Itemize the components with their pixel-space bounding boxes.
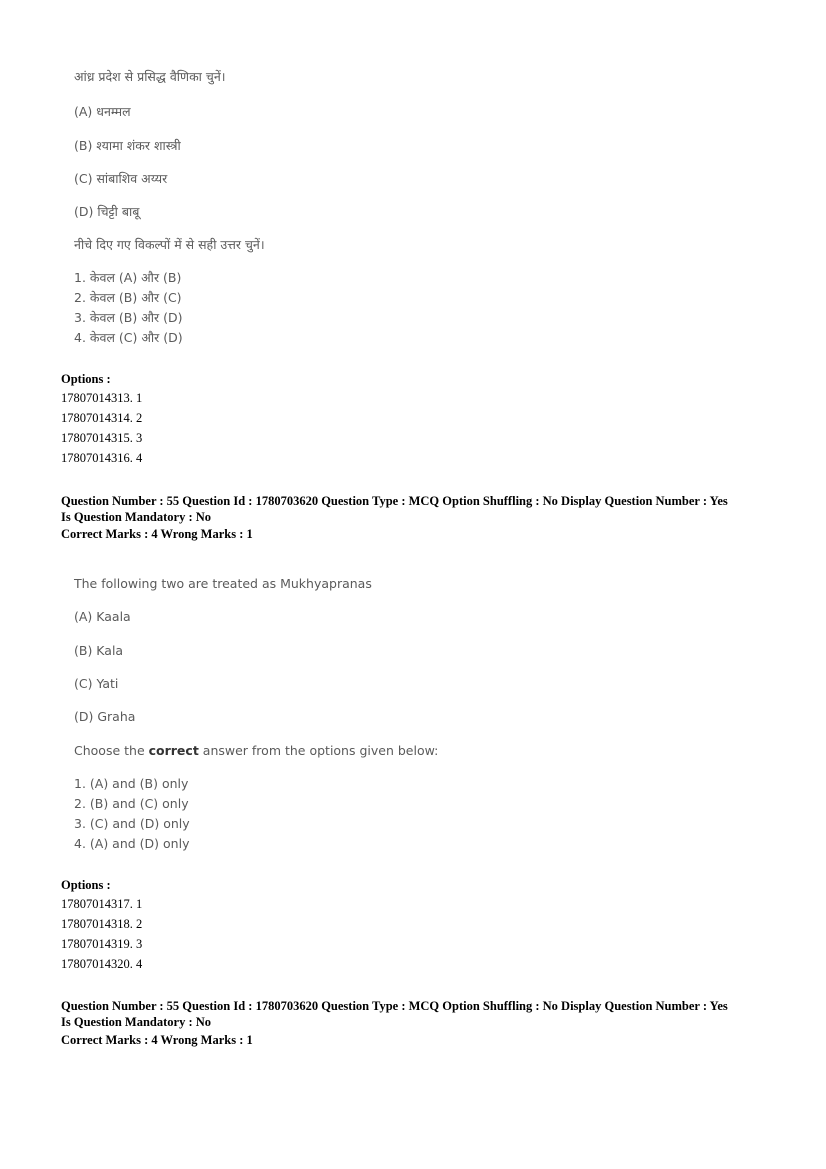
question-meta-line: Question Number : 55 Question Id : 1780703620 Question Type : MCQ Option Shuffling : No Display Question Number : Yes — [61, 999, 728, 1013]
options-label: Options : — [61, 372, 111, 386]
choice-3: 3. (C) and (D) only — [74, 816, 190, 831]
option-id: 17807014315. 3 — [61, 431, 143, 445]
choice-2: 2. केवल (B) और (C) — [74, 290, 182, 305]
statement-b: (B) श्यामा शंकर शास्त्री — [74, 138, 181, 153]
instruction-text — [74, 743, 438, 758]
instruction-text: नीचे दिए गए विकल्पों में से सही उत्तर चुनें। — [74, 237, 265, 252]
choice-2: 2. (B) and (C) only — [74, 796, 189, 811]
choice-3: 3. केवल (B) और (D) — [74, 310, 183, 325]
choice-4: 4. केवल (C) और (D) — [74, 330, 183, 345]
option-id: 17807014316. 4 — [61, 451, 143, 465]
marks-line: Correct Marks : 4 Wrong Marks : 1 — [61, 527, 253, 541]
question-text: आंध्र प्रदेश से प्रसिद्ध वैणिका चुनें। — [74, 69, 226, 84]
instruction-bold: correct — [148, 743, 199, 758]
choice-1: 1. केवल (A) और (B) — [74, 270, 182, 285]
instruction-pre: Choose the — [74, 743, 149, 758]
option-id: 17807014314. 2 — [61, 411, 143, 425]
choice-1: 1. (A) and (B) only — [74, 776, 189, 791]
option-id: 17807014317. 1 — [61, 897, 143, 911]
statement-c: (C) Yati — [74, 676, 119, 691]
choice-4: 4. (A) and (D) only — [74, 836, 190, 851]
option-id: 17807014313. 1 — [61, 391, 143, 405]
question-mandatory-line: Is Question Mandatory : No — [61, 510, 212, 524]
statement-d: (D) चिट्टी बाबू — [74, 204, 140, 219]
option-id: 17807014318. 2 — [61, 917, 143, 931]
option-id: 17807014319. 3 — [61, 937, 143, 951]
options-label: Options : — [61, 878, 111, 892]
question-text: The following two are treated as Mukhyapranas — [74, 576, 372, 591]
statement-d: (D) Graha — [74, 709, 136, 724]
question-meta-line: Question Number : 55 Question Id : 1780703620 Question Type : MCQ Option Shuffling : No Display Question Number : Yes — [61, 494, 728, 508]
statement-c: (C) सांबाशिव अय्यर — [74, 171, 168, 186]
marks-line: Correct Marks : 4 Wrong Marks : 1 — [61, 1033, 253, 1047]
statement-b: (B) Kala — [74, 643, 124, 658]
question-mandatory-line: Is Question Mandatory : No — [61, 1015, 212, 1029]
statement-a: (A) धनम्मल — [74, 104, 131, 119]
statement-a: (A) Kaala — [74, 609, 131, 624]
instruction-post: answer from the options given below: — [198, 743, 439, 758]
option-id: 17807014320. 4 — [61, 957, 143, 971]
